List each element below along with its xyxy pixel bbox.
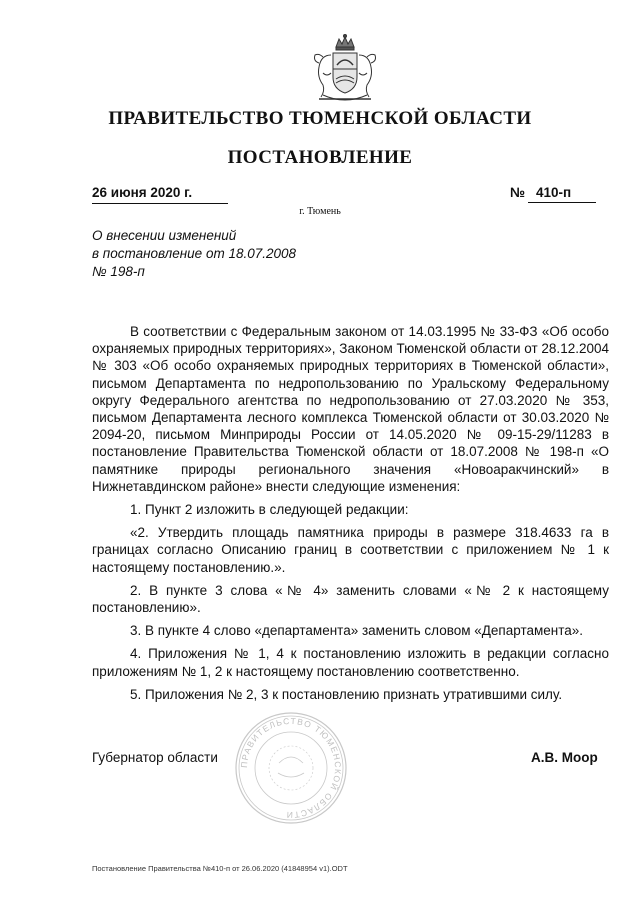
item-paragraph: 1. Пункт 2 изложить в следующей редакции: <box>130 502 409 518</box>
footer-text: Постановление Правительства №410-п от 26.06.2020 (41848954 v1).ODT <box>92 864 348 873</box>
subject-line: в постановление от 18.07.2008 <box>92 246 297 261</box>
svg-text:ПРАВИТЕЛЬСТВО ТЮМЕНСКОЙ ОБЛАСТ <box>239 716 343 820</box>
official-seal-icon <box>234 711 348 825</box>
seal-text: ПРАВИТЕЛЬСТВО ТЮМЕНСКОЙ ОБЛАСТИ <box>238 715 344 821</box>
item-paragraph: 4. Приложения № 1, 4 к постановлению изложить в редакции согласно приложениям № 1, 2 к настоящему постановлению соответственно. <box>92 646 609 679</box>
subject-line: О внесении изменений <box>92 228 237 243</box>
number-underline <box>528 185 596 203</box>
document-number: 410-п <box>536 185 572 200</box>
number-sign: № <box>510 185 526 200</box>
signatory-name: А.В. Моор <box>531 750 598 765</box>
preamble-paragraph: В соответствии с Федеральным законом от 14.03.1995 № 33-ФЗ «Об особо охраняемых природных территориях», Законом Тюменской области от 28.12.2004 № 303 «Об особо охраняемых природных территориях в Тюменской области», письмом Департамента по недропользованию по Уральскому Федеральному округу Федерального агентства по недропользованию от 27.03.2020 № 353, письмом Департамента лесного комплекса Тюменской области от 30.03.2020 № 2094-20, письмом Минприроды России от 14.05.2020 № 09-15-29/11283 в постановление Правительства Тюменской области от 18.07.2008 № 198-п «О памятнике природы регионального значения «Новоаракчинский» в Нижнетавдинском районе» внести следующие изменения: <box>92 324 609 494</box>
item-paragraph: 3. В пункте 4 слово «департамента» заменить словом «Департамента». <box>130 623 584 639</box>
document-date: 26 июня 2020 г. <box>92 185 193 200</box>
document-number-field <box>510 185 596 203</box>
document-body <box>92 323 609 703</box>
document-type-title: ПОСТАНОВЛЕНИЕ <box>227 147 413 168</box>
document-subject <box>92 227 296 281</box>
tyumen-coat-of-arms-icon <box>309 33 381 111</box>
document-date-field <box>92 185 228 204</box>
item-paragraph: 5. Приложения № 2, 3 к постановлению признать утратившими силу. <box>130 686 563 702</box>
organization-title: ПРАВИТЕЛЬСТВО ТЮМЕНСКОЙ ОБЛАСТИ <box>108 108 532 129</box>
subject-line: № 198-п <box>92 264 145 279</box>
city-label: г. Тюмень <box>299 206 341 217</box>
item-paragraph: «2. Утвердить площадь памятника природы в размере 318.4633 га в границах согласно Описанию границ в соответствии с приложением № 1 к настоящему постановлению.». <box>92 525 609 575</box>
signatory-title: Губернатор области <box>92 750 218 765</box>
item-paragraph: 2. В пункте 3 слова «№ 4» заменить словами «№ 2 к настоящему постановлению». <box>92 582 609 616</box>
